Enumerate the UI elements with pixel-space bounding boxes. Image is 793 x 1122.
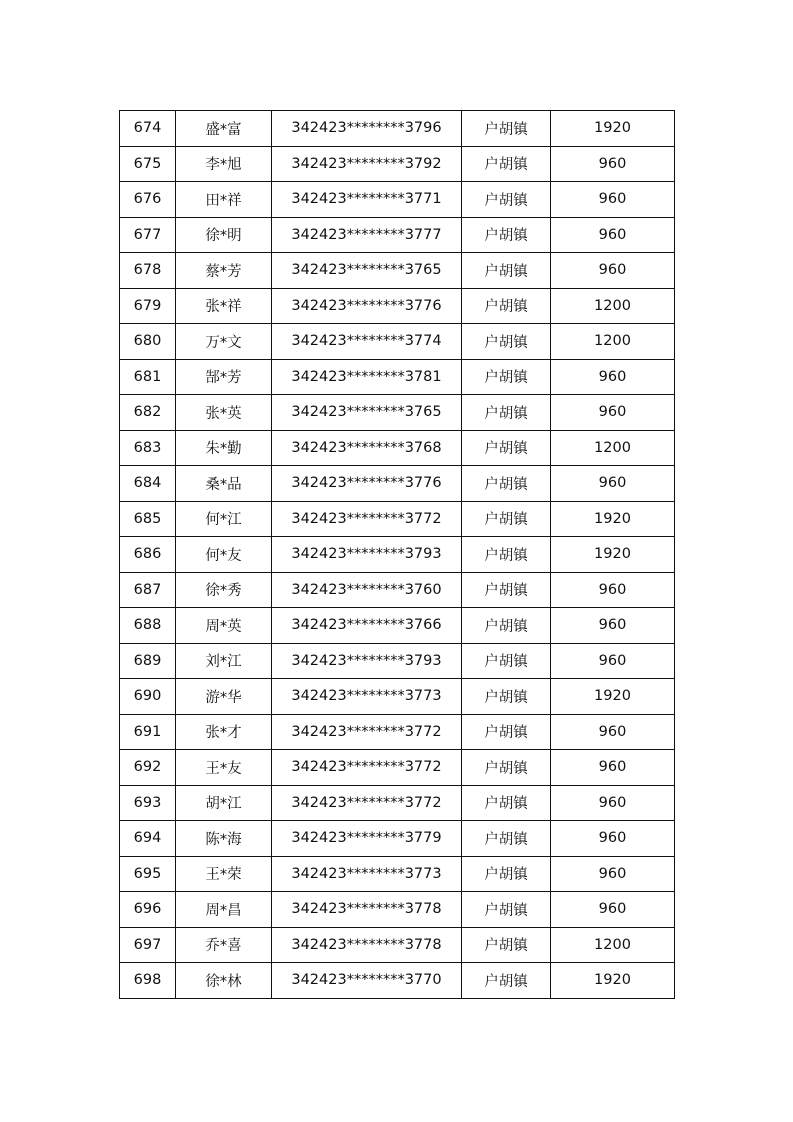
row-number-cell: 678	[120, 253, 176, 289]
name-cell: 王*荣	[176, 856, 272, 892]
row-number-cell: 675	[120, 146, 176, 182]
id-number-cell: 342423********3776	[272, 288, 462, 324]
id-number-cell: 342423********3774	[272, 324, 462, 360]
table-row	[120, 643, 675, 679]
id-number-cell: 342423********3776	[272, 466, 462, 502]
name-cell: 周*昌	[176, 892, 272, 928]
amount-cell: 1200	[551, 430, 675, 466]
table-row	[120, 679, 675, 715]
subsidy-table	[119, 110, 675, 999]
amount-cell: 960	[551, 714, 675, 750]
table-row	[120, 537, 675, 573]
town-cell: 户胡镇	[462, 359, 551, 395]
row-number-cell: 682	[120, 395, 176, 431]
name-cell: 乔*喜	[176, 927, 272, 963]
town-cell: 户胡镇	[462, 324, 551, 360]
name-cell: 盛*富	[176, 111, 272, 147]
id-number-cell: 342423********3778	[272, 927, 462, 963]
id-number-cell: 342423********3772	[272, 501, 462, 537]
id-number-cell: 342423********3781	[272, 359, 462, 395]
id-number-cell: 342423********3772	[272, 750, 462, 786]
id-number-cell: 342423********3793	[272, 537, 462, 573]
row-number-cell: 677	[120, 217, 176, 253]
town-cell: 户胡镇	[462, 750, 551, 786]
amount-cell: 960	[551, 821, 675, 857]
table-row	[120, 608, 675, 644]
id-number-cell: 342423********3770	[272, 963, 462, 999]
town-cell: 户胡镇	[462, 430, 551, 466]
row-number-cell: 688	[120, 608, 176, 644]
town-cell: 户胡镇	[462, 253, 551, 289]
amount-cell: 960	[551, 572, 675, 608]
row-number-cell: 684	[120, 466, 176, 502]
name-cell: 周*英	[176, 608, 272, 644]
name-cell: 桑*品	[176, 466, 272, 502]
name-cell: 蔡*芳	[176, 253, 272, 289]
town-cell: 户胡镇	[462, 785, 551, 821]
town-cell: 户胡镇	[462, 679, 551, 715]
town-cell: 户胡镇	[462, 963, 551, 999]
id-number-cell: 342423********3760	[272, 572, 462, 608]
table-row	[120, 430, 675, 466]
table-row	[120, 288, 675, 324]
row-number-cell: 685	[120, 501, 176, 537]
name-cell: 李*旭	[176, 146, 272, 182]
amount-cell: 960	[551, 466, 675, 502]
row-number-cell: 696	[120, 892, 176, 928]
id-number-cell: 342423********3796	[272, 111, 462, 147]
name-cell: 游*华	[176, 679, 272, 715]
table-row	[120, 359, 675, 395]
row-number-cell: 680	[120, 324, 176, 360]
amount-cell: 960	[551, 892, 675, 928]
amount-cell: 1200	[551, 324, 675, 360]
row-number-cell: 674	[120, 111, 176, 147]
name-cell: 张*祥	[176, 288, 272, 324]
name-cell: 何*江	[176, 501, 272, 537]
row-number-cell: 698	[120, 963, 176, 999]
table-row	[120, 821, 675, 857]
table-row	[120, 750, 675, 786]
name-cell: 王*友	[176, 750, 272, 786]
table-row	[120, 572, 675, 608]
id-number-cell: 342423********3773	[272, 679, 462, 715]
row-number-cell: 694	[120, 821, 176, 857]
amount-cell: 960	[551, 608, 675, 644]
table-row	[120, 146, 675, 182]
amount-cell: 1920	[551, 537, 675, 573]
table-row	[120, 927, 675, 963]
name-cell: 朱*勤	[176, 430, 272, 466]
amount-cell: 1920	[551, 963, 675, 999]
row-number-cell: 697	[120, 927, 176, 963]
row-number-cell: 695	[120, 856, 176, 892]
amount-cell: 1920	[551, 501, 675, 537]
id-number-cell: 342423********3779	[272, 821, 462, 857]
row-number-cell: 689	[120, 643, 176, 679]
name-cell: 徐*林	[176, 963, 272, 999]
table-body	[120, 111, 675, 999]
id-number-cell: 342423********3778	[272, 892, 462, 928]
name-cell: 张*才	[176, 714, 272, 750]
town-cell: 户胡镇	[462, 182, 551, 218]
amount-cell: 960	[551, 643, 675, 679]
amount-cell: 960	[551, 359, 675, 395]
id-number-cell: 342423********3777	[272, 217, 462, 253]
amount-cell: 960	[551, 217, 675, 253]
town-cell: 户胡镇	[462, 537, 551, 573]
town-cell: 户胡镇	[462, 288, 551, 324]
town-cell: 户胡镇	[462, 892, 551, 928]
row-number-cell: 691	[120, 714, 176, 750]
table-row	[120, 182, 675, 218]
id-number-cell: 342423********3766	[272, 608, 462, 644]
name-cell: 张*英	[176, 395, 272, 431]
amount-cell: 1200	[551, 927, 675, 963]
id-number-cell: 342423********3765	[272, 395, 462, 431]
row-number-cell: 681	[120, 359, 176, 395]
town-cell: 户胡镇	[462, 466, 551, 502]
name-cell: 万*文	[176, 324, 272, 360]
town-cell: 户胡镇	[462, 395, 551, 431]
id-number-cell: 342423********3772	[272, 785, 462, 821]
town-cell: 户胡镇	[462, 217, 551, 253]
name-cell: 何*友	[176, 537, 272, 573]
town-cell: 户胡镇	[462, 856, 551, 892]
row-number-cell: 686	[120, 537, 176, 573]
amount-cell: 960	[551, 253, 675, 289]
row-number-cell: 692	[120, 750, 176, 786]
id-number-cell: 342423********3773	[272, 856, 462, 892]
town-cell: 户胡镇	[462, 111, 551, 147]
table-row	[120, 714, 675, 750]
table-row	[120, 856, 675, 892]
amount-cell: 1200	[551, 288, 675, 324]
id-number-cell: 342423********3793	[272, 643, 462, 679]
table-row	[120, 785, 675, 821]
amount-cell: 960	[551, 750, 675, 786]
name-cell: 田*祥	[176, 182, 272, 218]
id-number-cell: 342423********3772	[272, 714, 462, 750]
table-row	[120, 111, 675, 147]
table-row	[120, 395, 675, 431]
id-number-cell: 342423********3768	[272, 430, 462, 466]
table-row	[120, 501, 675, 537]
name-cell: 胡*江	[176, 785, 272, 821]
amount-cell: 960	[551, 182, 675, 218]
row-number-cell: 693	[120, 785, 176, 821]
id-number-cell: 342423********3765	[272, 253, 462, 289]
table-row	[120, 217, 675, 253]
amount-cell: 960	[551, 146, 675, 182]
table-row	[120, 892, 675, 928]
amount-cell: 960	[551, 856, 675, 892]
id-number-cell: 342423********3792	[272, 146, 462, 182]
table-row	[120, 466, 675, 502]
id-number-cell: 342423********3771	[272, 182, 462, 218]
row-number-cell: 687	[120, 572, 176, 608]
town-cell: 户胡镇	[462, 821, 551, 857]
table-row	[120, 253, 675, 289]
row-number-cell: 679	[120, 288, 176, 324]
table-row	[120, 324, 675, 360]
town-cell: 户胡镇	[462, 643, 551, 679]
town-cell: 户胡镇	[462, 501, 551, 537]
table-row	[120, 963, 675, 999]
row-number-cell: 676	[120, 182, 176, 218]
amount-cell: 1920	[551, 679, 675, 715]
row-number-cell: 690	[120, 679, 176, 715]
town-cell: 户胡镇	[462, 608, 551, 644]
amount-cell: 1920	[551, 111, 675, 147]
town-cell: 户胡镇	[462, 572, 551, 608]
town-cell: 户胡镇	[462, 927, 551, 963]
name-cell: 徐*明	[176, 217, 272, 253]
amount-cell: 960	[551, 395, 675, 431]
name-cell: 陈*海	[176, 821, 272, 857]
name-cell: 刘*江	[176, 643, 272, 679]
town-cell: 户胡镇	[462, 146, 551, 182]
row-number-cell: 683	[120, 430, 176, 466]
town-cell: 户胡镇	[462, 714, 551, 750]
name-cell: 徐*秀	[176, 572, 272, 608]
amount-cell: 960	[551, 785, 675, 821]
name-cell: 郜*芳	[176, 359, 272, 395]
